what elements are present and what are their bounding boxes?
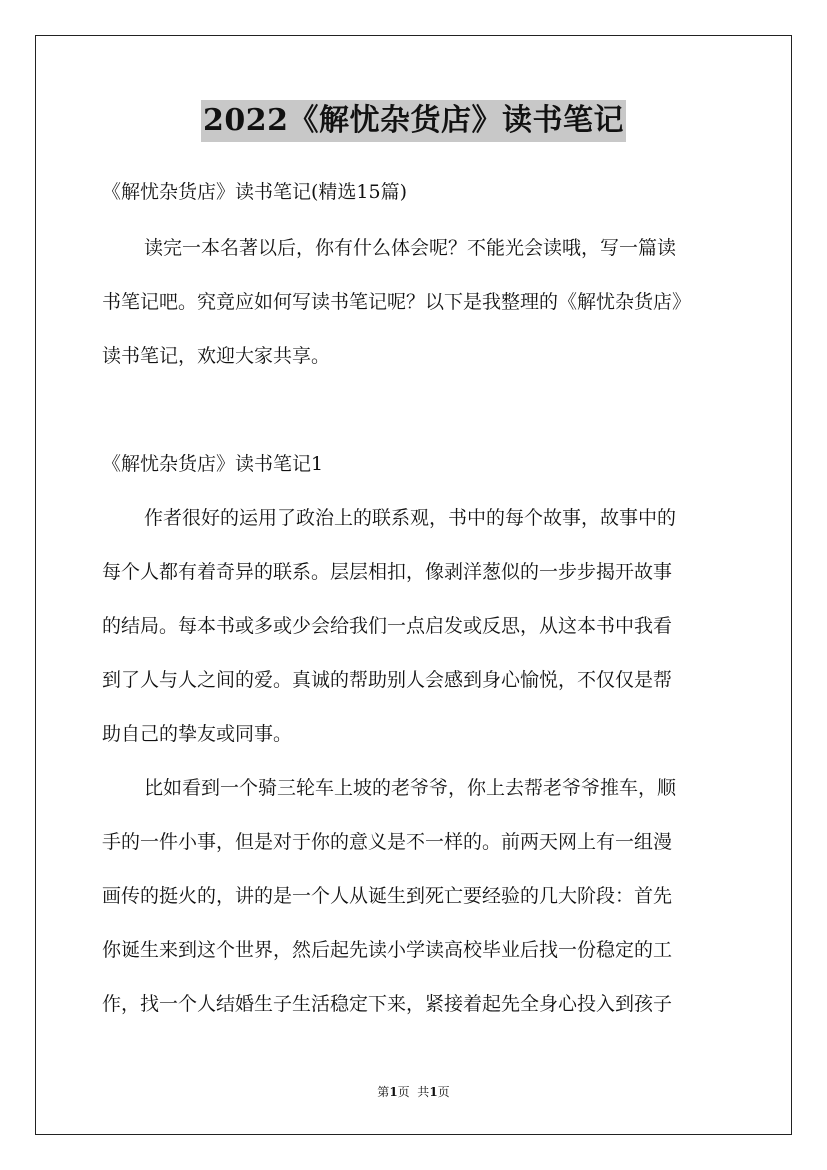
paragraph-line: 作者很好的运用了政治上的联系观，书中的每个故事，故事中的 <box>144 507 677 529</box>
footer-page-number: 1 <box>389 1085 398 1099</box>
footer-page-total: 1 <box>429 1085 438 1099</box>
intro-line: 书笔记吧。究竟应如何写读书笔记呢？以下是我整理的《解忧杂货店》 <box>102 291 692 313</box>
intro-line: 读书笔记，欢迎大家共享。 <box>102 345 331 367</box>
document-subtitle: 《解忧杂货店》读书笔记(精选15篇) <box>102 181 408 203</box>
title-container <box>0 100 827 142</box>
section-heading: 《解忧杂货店》读书笔记1 <box>102 453 324 475</box>
paragraph-line: 助自己的挚友或同事。 <box>102 723 293 745</box>
footer-suffix: 页 <box>437 1085 450 1099</box>
paragraph-line: 手的一件小事，但是对于你的意义是不一样的。前两天网上有一组漫 <box>102 831 673 853</box>
intro-line: 读完一本名著以后，你有什么体会呢？不能光会读哦，写一篇读 <box>144 237 677 259</box>
paragraph-line: 的结局。每本书或多或少会给我们一点启发或反思，从这本书中我看 <box>102 615 673 637</box>
paragraph-line: 画传的挺火的，讲的是一个人从诞生到死亡要经验的几大阶段：首先 <box>102 885 673 907</box>
paragraph-line: 作，找一个人结婚生子生活稳定下来，紧接着起先全身心投入到孩子 <box>102 993 673 1015</box>
document-title: 2022《解忧杂货店》读书笔记 <box>201 100 626 142</box>
paragraph-line: 比如看到一个骑三轮车上坡的老爷爷，你上去帮老爷爷推车，顺 <box>144 777 677 799</box>
paragraph-line: 你诞生来到这个世界，然后起先读小学读高校毕业后找一份稳定的工 <box>102 939 673 961</box>
footer-mid: 页 共 <box>397 1085 430 1099</box>
paragraph-line: 到了人与人之间的爱。真诚的帮助别人会感到身心愉悦，不仅仅是帮 <box>102 669 673 691</box>
footer-prefix: 第 <box>377 1085 390 1099</box>
paragraph-line: 每个人都有着奇异的联系。层层相扣，像剥洋葱似的一步步揭开故事 <box>102 561 673 583</box>
page-footer <box>0 1083 827 1100</box>
